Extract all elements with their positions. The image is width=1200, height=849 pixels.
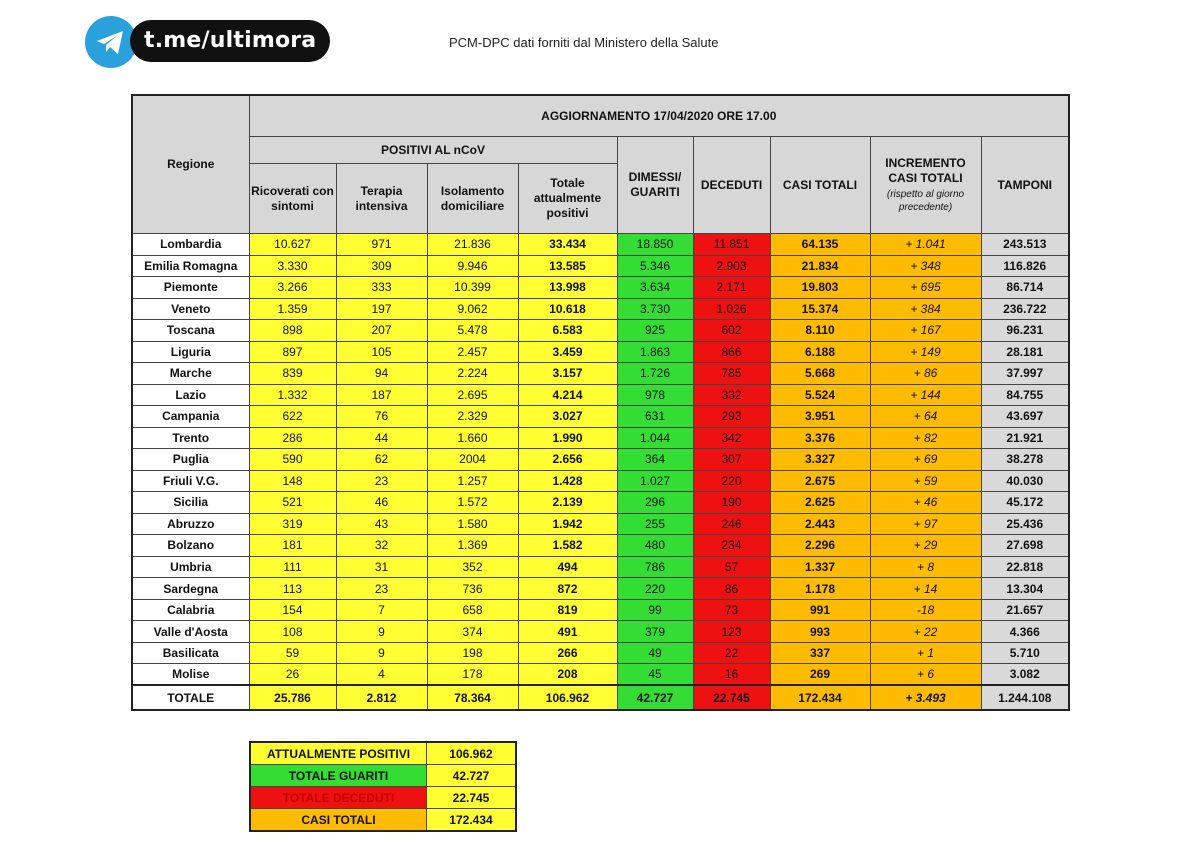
cell-ricoverati: 10.627 — [249, 234, 336, 256]
cell-tamponi: 236.722 — [981, 298, 1069, 320]
cell-incremento: + 1.041 — [870, 234, 981, 256]
cell-tamponi: 27.698 — [981, 535, 1069, 557]
cell-tamponi: 38.278 — [981, 449, 1069, 471]
cell-terapia: 309 — [336, 255, 427, 277]
cell-casi-totali: 2.625 — [770, 492, 870, 514]
cell-totale-positivi: 4.214 — [518, 384, 617, 406]
cell-totale-positivi: 3.027 — [518, 406, 617, 428]
cell-totale-positivi: 819 — [518, 599, 617, 621]
cell-dimessi: 5.346 — [617, 255, 693, 277]
summary-label: ATTUALMENTE POSITIVI — [250, 742, 427, 765]
cell-tamponi: 21.921 — [981, 427, 1069, 449]
cell-incremento: + 46 — [870, 492, 981, 514]
cell-regione: Molise — [132, 664, 249, 686]
summary-row — [250, 787, 516, 809]
cell-terapia: 31 — [336, 556, 427, 578]
table-row — [132, 535, 1069, 557]
cell-regione: Bolzano — [132, 535, 249, 557]
cell-terapia: 43 — [336, 513, 427, 535]
cell-dimessi: 1.863 — [617, 341, 693, 363]
cell-tamponi: 3.082 — [981, 664, 1069, 686]
cell-regione: Campania — [132, 406, 249, 428]
summary-table — [249, 741, 517, 832]
cell-dimessi: 379 — [617, 621, 693, 643]
total-regione: TOTALE — [132, 685, 249, 710]
cell-regione: Piemonte — [132, 277, 249, 299]
cell-totale-positivi: 1.582 — [518, 535, 617, 557]
cell-dimessi: 18.850 — [617, 234, 693, 256]
cell-tamponi: 4.366 — [981, 621, 1069, 643]
cell-ricoverati: 26 — [249, 664, 336, 686]
cell-terapia: 9 — [336, 621, 427, 643]
cell-regione: Lombardia — [132, 234, 249, 256]
cell-terapia: 333 — [336, 277, 427, 299]
cell-totale-positivi: 266 — [518, 642, 617, 664]
cell-dimessi: 631 — [617, 406, 693, 428]
header-incremento-label: INCREMENTO CASI TOTALI — [885, 156, 966, 185]
cell-incremento: + 384 — [870, 298, 981, 320]
header-totale-positivi: Totale attualmente positivi — [518, 164, 617, 234]
table-row — [132, 363, 1069, 385]
cell-casi-totali: 5.524 — [770, 384, 870, 406]
update-title: AGGIORNAMENTO 17/04/2020 ORE 17.00 — [249, 95, 1069, 137]
cell-totale-positivi: 872 — [518, 578, 617, 600]
cell-tamponi: 45.172 — [981, 492, 1069, 514]
cell-regione: Calabria — [132, 599, 249, 621]
cell-regione: Puglia — [132, 449, 249, 471]
cell-terapia: 105 — [336, 341, 427, 363]
total-casi-totali: 172.434 — [770, 685, 870, 710]
cell-regione: Veneto — [132, 298, 249, 320]
cell-totale-positivi: 208 — [518, 664, 617, 686]
cell-isolamento: 1.572 — [427, 492, 518, 514]
table-row — [132, 341, 1069, 363]
table-row — [132, 578, 1069, 600]
cell-regione: Sardegna — [132, 578, 249, 600]
cell-terapia: 207 — [336, 320, 427, 342]
cell-dimessi: 1.726 — [617, 363, 693, 385]
cell-ricoverati: 319 — [249, 513, 336, 535]
cell-regione: Sicilia — [132, 492, 249, 514]
cell-deceduti: 602 — [693, 320, 770, 342]
header-casi-totali: CASI TOTALI — [770, 137, 870, 234]
cell-regione: Valle d'Aosta — [132, 621, 249, 643]
cell-isolamento: 10.399 — [427, 277, 518, 299]
header-terapia: Terapia intensiva — [336, 164, 427, 234]
cell-totale-positivi: 1.428 — [518, 470, 617, 492]
cell-ricoverati: 148 — [249, 470, 336, 492]
cell-deceduti: 785 — [693, 363, 770, 385]
cell-isolamento: 2004 — [427, 449, 518, 471]
table-row — [132, 277, 1069, 299]
cell-totale-positivi: 13.998 — [518, 277, 617, 299]
cell-regione: Emilia Romagna — [132, 255, 249, 277]
cell-terapia: 46 — [336, 492, 427, 514]
cell-terapia: 187 — [336, 384, 427, 406]
cell-totale-positivi: 491 — [518, 621, 617, 643]
cell-incremento: + 86 — [870, 363, 981, 385]
cell-isolamento: 2.329 — [427, 406, 518, 428]
cell-regione: Trento — [132, 427, 249, 449]
cell-ricoverati: 839 — [249, 363, 336, 385]
cell-tamponi: 43.697 — [981, 406, 1069, 428]
cell-dimessi: 1.044 — [617, 427, 693, 449]
cell-incremento: + 22 — [870, 621, 981, 643]
cell-casi-totali: 1.337 — [770, 556, 870, 578]
cell-casi-totali: 3.951 — [770, 406, 870, 428]
table-row — [132, 470, 1069, 492]
cell-isolamento: 658 — [427, 599, 518, 621]
table-row — [132, 556, 1069, 578]
cell-ricoverati: 897 — [249, 341, 336, 363]
table-row — [132, 406, 1069, 428]
cell-terapia: 32 — [336, 535, 427, 557]
cell-isolamento: 1.580 — [427, 513, 518, 535]
cell-regione: Umbria — [132, 556, 249, 578]
cell-deceduti: 11.851 — [693, 234, 770, 256]
cell-casi-totali: 1.178 — [770, 578, 870, 600]
cell-incremento: + 82 — [870, 427, 981, 449]
summary-label: CASI TOTALI — [250, 809, 427, 832]
table-row — [132, 664, 1069, 686]
cell-deceduti: 16 — [693, 664, 770, 686]
cell-dimessi: 1.027 — [617, 470, 693, 492]
cell-terapia: 44 — [336, 427, 427, 449]
table-row — [132, 320, 1069, 342]
cell-ricoverati: 154 — [249, 599, 336, 621]
cell-incremento: + 695 — [870, 277, 981, 299]
cell-deceduti: 123 — [693, 621, 770, 643]
brand-label[interactable]: t.me/ultimora — [130, 20, 330, 62]
cell-isolamento: 1.660 — [427, 427, 518, 449]
cell-totale-positivi: 494 — [518, 556, 617, 578]
cell-totale-positivi: 1.990 — [518, 427, 617, 449]
cell-isolamento: 352 — [427, 556, 518, 578]
cell-totale-positivi: 1.942 — [518, 513, 617, 535]
cell-terapia: 7 — [336, 599, 427, 621]
cell-deceduti: 1.026 — [693, 298, 770, 320]
header-ricoverati: Ricoverati con sintomi — [249, 164, 336, 234]
cell-deceduti: 73 — [693, 599, 770, 621]
cell-deceduti: 57 — [693, 556, 770, 578]
cell-ricoverati: 3.266 — [249, 277, 336, 299]
cell-tamponi: 13.304 — [981, 578, 1069, 600]
cell-isolamento: 2.224 — [427, 363, 518, 385]
cell-casi-totali: 269 — [770, 664, 870, 686]
cell-deceduti: 246 — [693, 513, 770, 535]
cell-tamponi: 37.997 — [981, 363, 1069, 385]
header-caption: PCM-DPC dati forniti dal Ministero della Salute — [449, 35, 719, 50]
cell-dimessi: 45 — [617, 664, 693, 686]
cell-incremento: + 149 — [870, 341, 981, 363]
cell-ricoverati: 59 — [249, 642, 336, 664]
cell-isolamento: 374 — [427, 621, 518, 643]
cell-dimessi: 49 — [617, 642, 693, 664]
cell-casi-totali: 19.803 — [770, 277, 870, 299]
cell-casi-totali: 2.296 — [770, 535, 870, 557]
total-incremento: + 3.493 — [870, 685, 981, 710]
summary-value: 42.727 — [427, 765, 517, 787]
cell-ricoverati: 1.359 — [249, 298, 336, 320]
cell-isolamento: 9.946 — [427, 255, 518, 277]
table-row — [132, 621, 1069, 643]
cell-totale-positivi: 10.618 — [518, 298, 617, 320]
cell-dimessi: 786 — [617, 556, 693, 578]
header-incremento-note: (rispetto al giorno precedente) — [886, 189, 965, 213]
cell-tamponi: 116.826 — [981, 255, 1069, 277]
cell-isolamento: 2.457 — [427, 341, 518, 363]
cell-incremento: + 1 — [870, 642, 981, 664]
table-row — [132, 234, 1069, 256]
summary-row — [250, 742, 516, 765]
table-row — [132, 513, 1069, 535]
cell-casi-totali: 993 — [770, 621, 870, 643]
table-row — [132, 255, 1069, 277]
header-incremento — [870, 137, 981, 234]
cell-ricoverati: 113 — [249, 578, 336, 600]
cell-ricoverati: 622 — [249, 406, 336, 428]
cell-terapia: 971 — [336, 234, 427, 256]
cell-tamponi: 5.710 — [981, 642, 1069, 664]
cell-deceduti: 22 — [693, 642, 770, 664]
cell-deceduti: 342 — [693, 427, 770, 449]
cell-incremento: + 6 — [870, 664, 981, 686]
header-deceduti: DECEDUTI — [693, 137, 770, 234]
total-tamponi: 1.244.108 — [981, 685, 1069, 710]
table-row — [132, 427, 1069, 449]
cell-dimessi: 296 — [617, 492, 693, 514]
total-deceduti: 22.745 — [693, 685, 770, 710]
total-ricoverati: 25.786 — [249, 685, 336, 710]
cell-tamponi: 96.231 — [981, 320, 1069, 342]
cell-tamponi: 28.181 — [981, 341, 1069, 363]
cell-isolamento: 5.478 — [427, 320, 518, 342]
cell-ricoverati: 898 — [249, 320, 336, 342]
cell-deceduti: 332 — [693, 384, 770, 406]
cell-isolamento: 1.369 — [427, 535, 518, 557]
total-isolamento: 78.364 — [427, 685, 518, 710]
cell-deceduti: 234 — [693, 535, 770, 557]
cell-regione: Liguria — [132, 341, 249, 363]
cell-terapia: 197 — [336, 298, 427, 320]
cell-terapia: 76 — [336, 406, 427, 428]
cell-ricoverati: 590 — [249, 449, 336, 471]
cell-isolamento: 9.062 — [427, 298, 518, 320]
cell-casi-totali: 2.443 — [770, 513, 870, 535]
cell-dimessi: 3.634 — [617, 277, 693, 299]
cell-casi-totali: 15.374 — [770, 298, 870, 320]
summary-row — [250, 765, 516, 787]
cell-regione: Lazio — [132, 384, 249, 406]
cell-casi-totali: 6.188 — [770, 341, 870, 363]
cell-casi-totali: 3.327 — [770, 449, 870, 471]
cell-ricoverati: 3.330 — [249, 255, 336, 277]
cell-totale-positivi: 3.459 — [518, 341, 617, 363]
cell-isolamento: 198 — [427, 642, 518, 664]
summary-value: 172.434 — [427, 809, 517, 832]
cell-casi-totali: 2.675 — [770, 470, 870, 492]
table-row — [132, 298, 1069, 320]
cell-dimessi: 3.730 — [617, 298, 693, 320]
cell-casi-totali: 8.110 — [770, 320, 870, 342]
header-isolamento: Isolamento domiciliare — [427, 164, 518, 234]
cell-tamponi: 86.714 — [981, 277, 1069, 299]
cell-tamponi: 243.513 — [981, 234, 1069, 256]
summary-label: TOTALE DECEDUTI — [250, 787, 427, 809]
cell-tamponi: 21.657 — [981, 599, 1069, 621]
cell-tamponi: 40.030 — [981, 470, 1069, 492]
cell-incremento: + 69 — [870, 449, 981, 471]
cell-dimessi: 255 — [617, 513, 693, 535]
cell-incremento: + 29 — [870, 535, 981, 557]
cell-isolamento: 1.257 — [427, 470, 518, 492]
cell-totale-positivi: 2.656 — [518, 449, 617, 471]
cell-casi-totali: 64.135 — [770, 234, 870, 256]
cell-totale-positivi: 6.583 — [518, 320, 617, 342]
cell-deceduti: 190 — [693, 492, 770, 514]
cell-dimessi: 978 — [617, 384, 693, 406]
cell-dimessi: 99 — [617, 599, 693, 621]
cell-terapia: 94 — [336, 363, 427, 385]
table-row — [132, 449, 1069, 471]
cell-deceduti: 2.171 — [693, 277, 770, 299]
cell-dimessi: 925 — [617, 320, 693, 342]
cell-totale-positivi: 13.585 — [518, 255, 617, 277]
table-row — [132, 492, 1069, 514]
table-row — [132, 384, 1069, 406]
table-body — [132, 234, 1069, 711]
cell-ricoverati: 1.332 — [249, 384, 336, 406]
cell-incremento: -18 — [870, 599, 981, 621]
cell-incremento: + 59 — [870, 470, 981, 492]
cell-deceduti: 293 — [693, 406, 770, 428]
cell-isolamento: 736 — [427, 578, 518, 600]
cell-terapia: 23 — [336, 578, 427, 600]
cell-ricoverati: 521 — [249, 492, 336, 514]
cell-isolamento: 21.836 — [427, 234, 518, 256]
header-tamponi: TAMPONI — [981, 137, 1069, 234]
cell-casi-totali: 337 — [770, 642, 870, 664]
cell-ricoverati: 181 — [249, 535, 336, 557]
cell-tamponi: 22.818 — [981, 556, 1069, 578]
cell-totale-positivi: 2.139 — [518, 492, 617, 514]
cell-incremento: + 167 — [870, 320, 981, 342]
header-dimessi: DIMESSI/ GUARITI — [617, 137, 693, 234]
cell-terapia: 9 — [336, 642, 427, 664]
table-total-row — [132, 685, 1069, 710]
cell-terapia: 62 — [336, 449, 427, 471]
cell-dimessi: 364 — [617, 449, 693, 471]
cell-deceduti: 866 — [693, 341, 770, 363]
cell-ricoverati: 111 — [249, 556, 336, 578]
cell-regione: Friuli V.G. — [132, 470, 249, 492]
header-positivi-group: POSITIVI AL nCoV — [249, 137, 617, 164]
cell-isolamento: 2.695 — [427, 384, 518, 406]
cell-deceduti: 2.903 — [693, 255, 770, 277]
cell-regione: Abruzzo — [132, 513, 249, 535]
cell-terapia: 4 — [336, 664, 427, 686]
cell-terapia: 23 — [336, 470, 427, 492]
summary-value: 106.962 — [427, 742, 517, 765]
cell-totale-positivi: 33.434 — [518, 234, 617, 256]
cell-regione: Toscana — [132, 320, 249, 342]
cell-incremento: + 144 — [870, 384, 981, 406]
table-row — [132, 642, 1069, 664]
summary-row — [250, 809, 516, 832]
total-terapia: 2.812 — [336, 685, 427, 710]
cell-isolamento: 178 — [427, 664, 518, 686]
cell-dimessi: 480 — [617, 535, 693, 557]
cell-dimessi: 220 — [617, 578, 693, 600]
total-totale-positivi: 106.962 — [518, 685, 617, 710]
cell-regione: Marche — [132, 363, 249, 385]
cell-totale-positivi: 3.157 — [518, 363, 617, 385]
cell-deceduti: 307 — [693, 449, 770, 471]
table-row — [132, 599, 1069, 621]
summary-label: TOTALE GUARITI — [250, 765, 427, 787]
cell-deceduti: 220 — [693, 470, 770, 492]
cell-casi-totali: 5.668 — [770, 363, 870, 385]
covid-region-table — [131, 94, 1070, 711]
cell-ricoverati: 286 — [249, 427, 336, 449]
cell-casi-totali: 991 — [770, 599, 870, 621]
cell-casi-totali: 3.376 — [770, 427, 870, 449]
cell-casi-totali: 21.834 — [770, 255, 870, 277]
cell-regione: Basilicata — [132, 642, 249, 664]
cell-tamponi: 25.436 — [981, 513, 1069, 535]
summary-value: 22.745 — [427, 787, 517, 809]
cell-incremento: + 14 — [870, 578, 981, 600]
cell-incremento: + 348 — [870, 255, 981, 277]
cell-tamponi: 84.755 — [981, 384, 1069, 406]
cell-incremento: + 64 — [870, 406, 981, 428]
cell-ricoverati: 108 — [249, 621, 336, 643]
total-dimessi: 42.727 — [617, 685, 693, 710]
cell-deceduti: 86 — [693, 578, 770, 600]
cell-incremento: + 97 — [870, 513, 981, 535]
header-regione: Regione — [132, 95, 249, 234]
cell-incremento: + 8 — [870, 556, 981, 578]
